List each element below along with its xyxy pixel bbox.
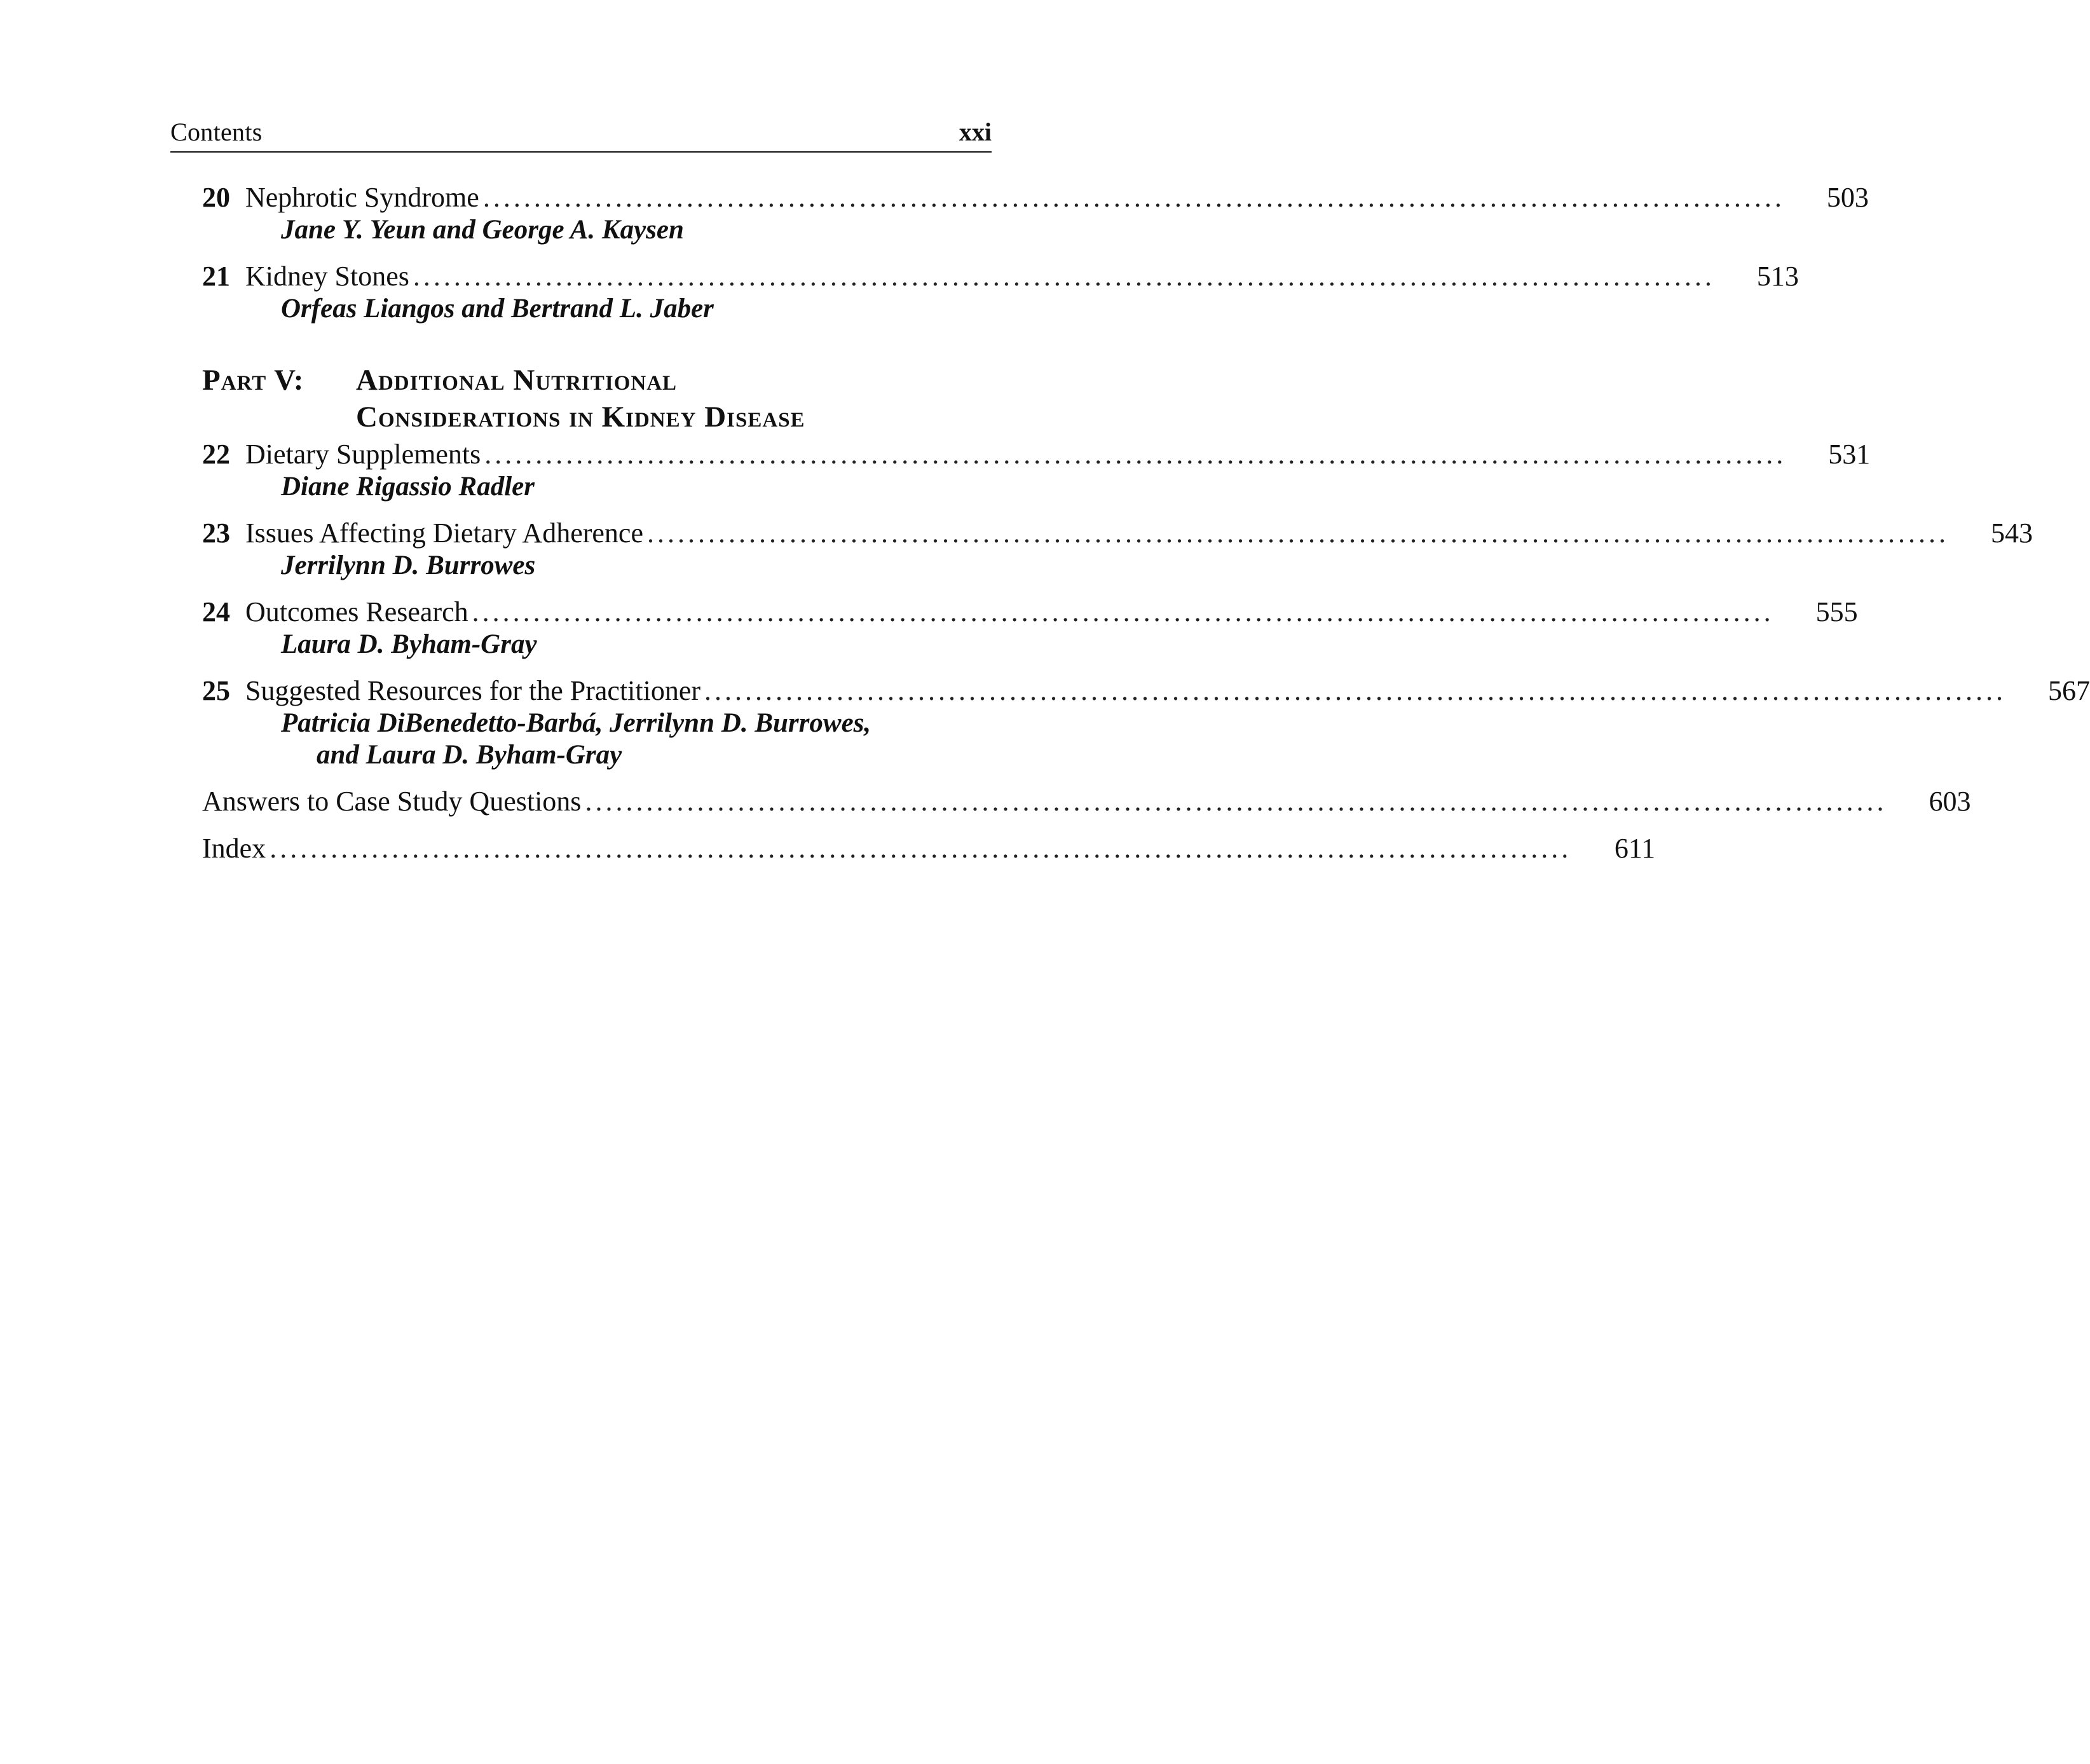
chapter-number: 24 [202,596,230,627]
chapter-title: Nephrotic Syndrome [245,182,479,213]
dot-leader: ................................................................................................................................ [704,675,2007,706]
chapter-title: Outcomes Research [245,596,468,627]
toc-entry-answers [202,785,1971,818]
chapter-number: 21 [202,261,230,292]
chapter-authors: Diane Rigassio Radler [281,472,535,502]
table-of-contents [202,181,2090,879]
toc-row [202,260,1799,293]
running-header-title: Contents [170,118,263,146]
chapter-authors: Orfeas Liangos and Bertrand L. Jaber [281,294,714,324]
part-title-line-2: Considerations in Kidney Disease [356,400,805,434]
chapter-title: Dietary Supplements [245,439,481,470]
toc-row [202,674,2090,708]
chapter-number: 23 [202,517,230,549]
toc-row [202,596,1858,629]
toc-entry-chapter-25 [202,674,2090,771]
chapter-authors: Patricia DiBenedetto-Barbá, Jerrilynn D. Burrowes, [281,708,871,738]
chapter-page-number: 567 [2048,675,2090,706]
toc-row [202,832,1656,865]
chapter-title: Issues Affecting Dietary Adherence [245,517,643,549]
back-matter-title: Answers to Case Study Questions [202,786,582,817]
chapter-page-number: 503 [1826,182,1869,213]
chapter-page-number: 555 [1815,596,1858,627]
chapter-page-number: 513 [1756,261,1799,292]
dot-leader: ................................................................................................................................ [646,517,1949,549]
dot-leader: ................................................................................................................................ [270,833,1572,864]
chapter-title: Kidney Stones [245,261,409,292]
dot-leader: ................................................................................................................................ [472,596,1774,627]
toc-row [202,438,1871,471]
part-title-line-1: Additional Nutritional [356,364,678,397]
toc-row [202,785,1971,818]
running-header [170,116,992,153]
chapter-page-number: 531 [1828,439,1871,470]
part-label: Part V: [202,364,304,397]
chapter-authors: Jerrilynn D. Burrowes [281,550,536,580]
toc-entry-chapter-21 [202,260,1799,325]
back-matter-title: Index [202,833,266,864]
toc-entry-index [202,832,1656,865]
back-matter-page-number: 611 [1614,833,1656,864]
part-heading [202,362,992,435]
chapter-authors: Jane Y. Yeun and George A. Kaysen [281,215,684,245]
chapter-number: 20 [202,182,230,213]
dot-leader: ................................................................................................................................ [413,261,1715,292]
toc-row [202,181,1869,214]
toc-entry-chapter-22 [202,438,1871,503]
back-matter-page-number: 603 [1929,786,1971,817]
chapter-authors-continued: and Laura D. Byham-Gray [317,740,622,770]
dot-leader: ................................................................................................................................ [482,182,1785,213]
chapter-title: Suggested Resources for the Practitioner [245,675,701,706]
toc-row [202,517,2033,550]
chapter-authors: Laura D. Byham-Gray [281,629,537,659]
toc-entry-chapter-20 [202,181,1869,246]
dot-leader: ................................................................................................................................ [585,786,1887,817]
folio-page-number: xxi [959,118,992,146]
chapter-number: 25 [202,675,230,706]
chapter-page-number: 543 [1990,517,2033,549]
toc-entry-chapter-24 [202,596,1858,660]
dot-leader: ................................................................................................................................ [484,439,1787,470]
chapter-number: 22 [202,439,230,470]
toc-entry-chapter-23 [202,517,2033,582]
